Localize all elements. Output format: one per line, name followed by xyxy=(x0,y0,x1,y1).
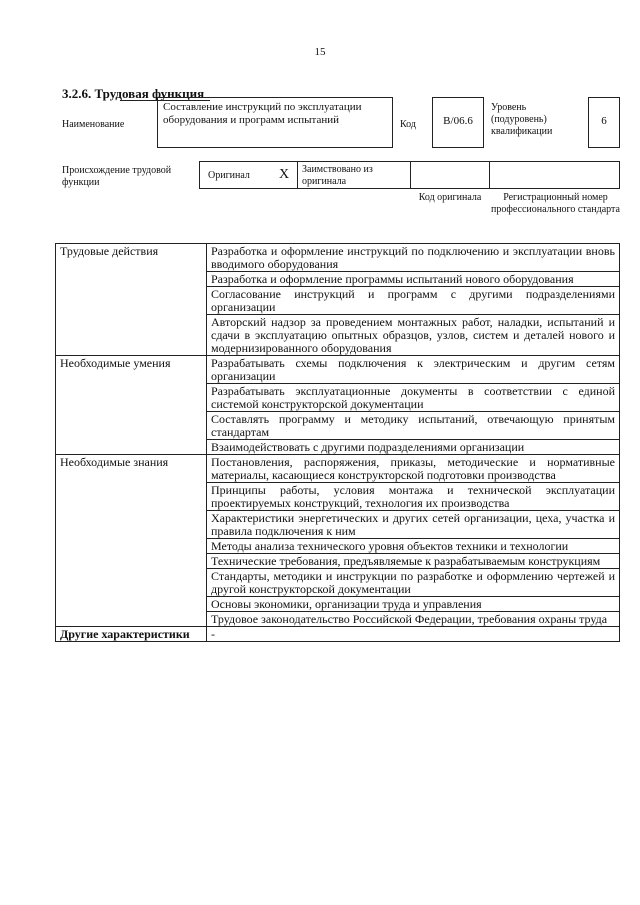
code-value: B/06.6 xyxy=(443,115,473,127)
name-label: Наименование xyxy=(62,119,125,130)
section-label-actions: Трудовые действия xyxy=(56,244,207,356)
table-row xyxy=(56,455,620,483)
code-original-caption: Код оригинала xyxy=(418,192,482,203)
table-cell: Взаимодействовать с другими подразделениями организации xyxy=(207,440,620,455)
table-cell: Разрабатывать эксплуатационные документы в соответствии с единой системой конструкторской документации xyxy=(207,384,620,412)
code-box xyxy=(432,97,484,148)
table-cell: Методы анализа технического уровня объектов техники и технологии xyxy=(207,539,620,554)
origin-divider-3 xyxy=(489,161,490,189)
level-box xyxy=(588,97,620,148)
table-cell: Согласование инструкций и программ с другими подразделениями организации xyxy=(207,287,620,315)
table-row xyxy=(56,244,620,272)
section-title: 3.2.6. Трудовая функция xyxy=(62,86,205,101)
labor-function-table xyxy=(55,243,620,642)
origin-divider-2 xyxy=(410,161,411,189)
table-cell: Разработка и оформление программы испытаний нового оборудования xyxy=(207,272,620,287)
table-cell: Принципы работы, условия монтажа и технической эксплуатации проектируемых конструкций, технология их производства xyxy=(207,483,620,511)
page-number: 15 xyxy=(314,46,326,58)
code-label: Код xyxy=(400,119,416,130)
borrowed-label: Заимствовано из оригинала xyxy=(302,164,373,187)
table-cell: Характеристики энергетических и других сетей организации, цеха, участка и правила подключения к ним xyxy=(207,511,620,539)
table-cell: Постановления, распоряжения, приказы, методические и нормативные материалы, касающиеся конструкторской подготовки производства xyxy=(207,455,620,483)
table-cell: Разработка и оформление инструкций по подключению и эксплуатации вновь вводимого оборудования xyxy=(207,244,620,272)
other-characteristics-label: Другие характеристики xyxy=(56,627,207,642)
origin-label: Происхождение трудовой функции xyxy=(62,165,172,188)
table-cell: Разрабатывать схемы подключения к электрическим и другим сетям организации xyxy=(207,356,620,384)
level-label: Уровень (подуровень) квалификации xyxy=(491,102,553,137)
table-cell: Составлять программу и методику испытаний, отвечающую принятым стандартам xyxy=(207,412,620,440)
section-label-knowledge: Необходимые знания xyxy=(56,455,207,627)
table-cell: Авторский надзор за проведением монтажных работ, наладки, испытаний и сдачи в эксплуатацию опытных образцов, узлов, систем и деталей нового и модернизированного оборудования xyxy=(207,315,620,356)
origin-divider-1 xyxy=(297,161,298,189)
original-label: Оригинал xyxy=(208,170,250,181)
table-cell: Трудовое законодательство Российской Федерации, требования охраны труда xyxy=(207,612,620,627)
table-cell: Основы экономики, организации труда и управления xyxy=(207,597,620,612)
original-checkmark: X xyxy=(279,167,290,182)
table-cell: Стандарты, методики и инструкции по разработке и оформлению чертежей и другой конструкторской документации xyxy=(207,569,620,597)
function-name-value: Составление инструкций по эксплуатации оборудования и программ испытаний xyxy=(163,101,362,126)
table-row xyxy=(56,627,620,642)
function-name-box xyxy=(157,97,393,148)
table-cell: Технические требования, предъявляемые к разрабатываемым конструкциям xyxy=(207,554,620,569)
table-row xyxy=(56,356,620,384)
section-label-skills: Необходимые умения xyxy=(56,356,207,455)
reg-number-caption: Регистрационный номер профессионального стандарта xyxy=(491,192,620,215)
other-characteristics-value: - xyxy=(207,627,620,642)
level-value: 6 xyxy=(601,115,607,127)
